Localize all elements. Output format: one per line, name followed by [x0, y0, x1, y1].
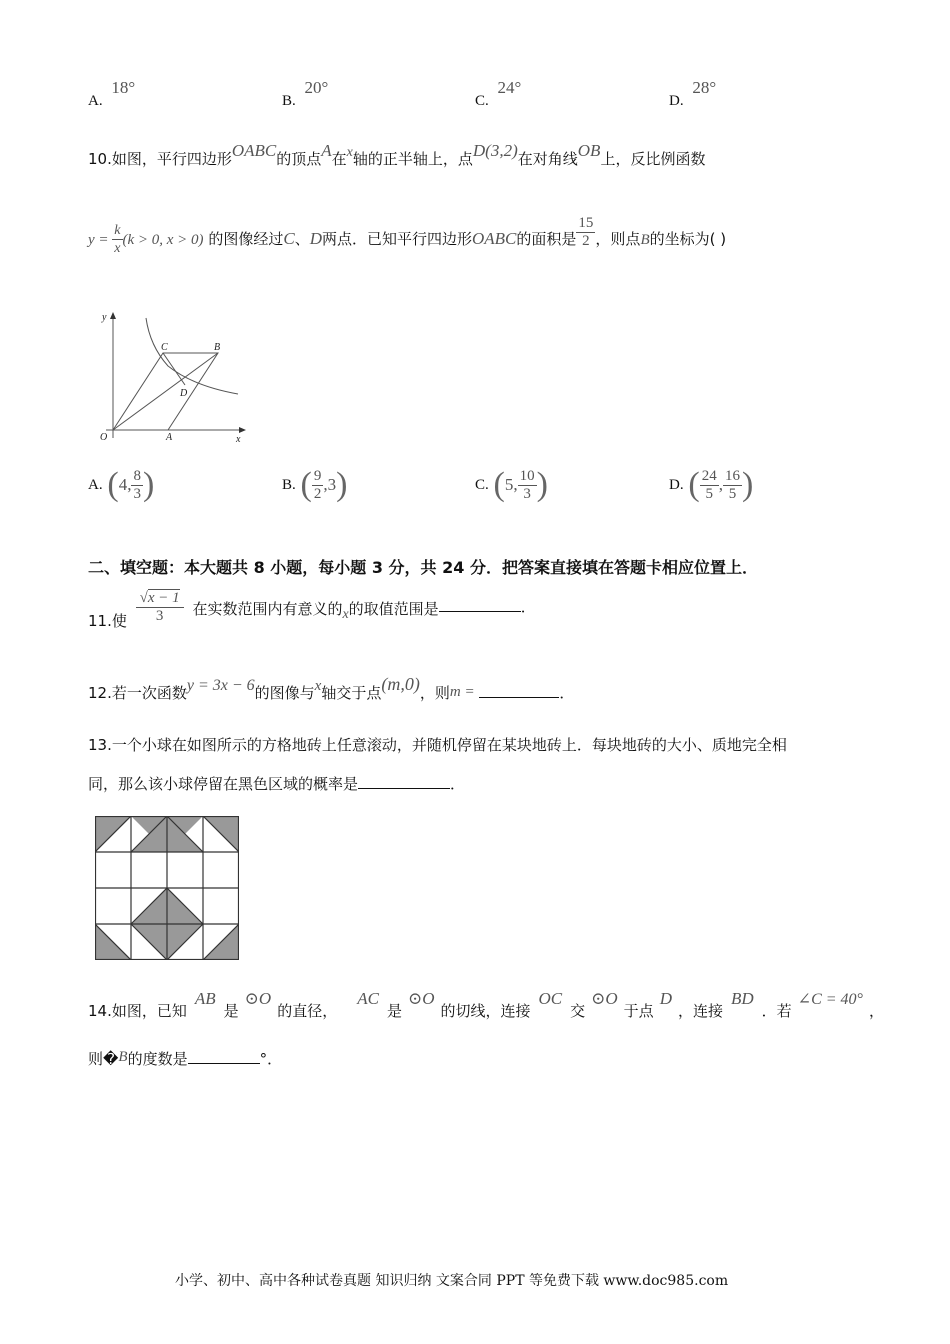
math: C [283, 229, 295, 248]
q9-option-b [282, 78, 329, 109]
q13-line1: 13.一个小球在如图所示的方格地砖上任意滚动，并随机停留在某块地砖上．每块地砖的大小、质地完全相 [88, 736, 787, 754]
text: ， [868, 1002, 884, 1020]
numerator: 9 [313, 467, 322, 484]
fraction [576, 215, 595, 250]
fraction [723, 468, 742, 503]
text: 的度数是 [127, 1050, 188, 1068]
q14-line2 [88, 1048, 282, 1069]
label-c: C [161, 342, 168, 353]
label-y: y [102, 312, 107, 323]
denominator: 5 [728, 485, 737, 502]
option-label: B. [282, 477, 296, 493]
q14-line1 [88, 988, 884, 1020]
q13-line2 [88, 773, 465, 794]
denominator: 2 [313, 485, 322, 502]
text: 10.如图，平行四边形 [88, 150, 232, 168]
option-label: A. [88, 477, 103, 493]
math: B [640, 232, 650, 248]
fraction [131, 468, 143, 503]
math: OC [538, 989, 563, 1008]
label-d: D [180, 388, 188, 399]
answer-blank[interactable] [188, 1049, 260, 1064]
math: D [659, 989, 672, 1008]
text: 的图像与 [254, 684, 315, 702]
denominator: 3 [523, 485, 531, 502]
text: 轴的正半轴上，点 [352, 150, 473, 168]
section-heading: 二、填空题：本大题共 8 小题，每小题 3 分，共 24 分．把答案直接填在答题卡相应位置上． [88, 558, 758, 577]
text: ，连接 [677, 1002, 723, 1020]
text: 交 [570, 1002, 586, 1020]
text: ． [559, 684, 575, 702]
option-label: A. [88, 93, 103, 109]
option-part: , [718, 475, 723, 494]
fraction [112, 222, 122, 257]
text: 、 [294, 230, 310, 248]
fraction [700, 468, 719, 503]
label-x: x [236, 434, 241, 445]
math: D(3,2) [472, 141, 518, 160]
math: B [118, 1049, 128, 1065]
option-part: ,3 [323, 475, 337, 494]
numerator: k [114, 223, 121, 238]
q10-figure [88, 308, 253, 446]
math: BD [730, 989, 754, 1008]
option-part: 5, [504, 475, 518, 494]
diagonal-ob [113, 353, 218, 430]
text: 在对角线 [517, 150, 578, 168]
text: 则� [88, 1050, 119, 1068]
numerator: 8 [133, 467, 141, 484]
fraction [136, 590, 184, 625]
text: 的直径， [277, 1002, 338, 1020]
option-label: B. [282, 93, 296, 109]
text: 12.若一次函数 [88, 684, 187, 702]
numerator: 24 [701, 467, 717, 484]
math: OABC [472, 229, 517, 248]
denominator: x [114, 241, 121, 256]
option-label: C. [475, 477, 489, 493]
denominator: 2 [582, 233, 590, 249]
numerator [136, 590, 184, 608]
page-footer: 小学、初中、高中各种试卷真题 知识归纳 文案合同 PPT 等免费下载 www.doc985.com [175, 1273, 729, 1289]
y-arrow [110, 312, 116, 319]
math: (m,0) [381, 674, 420, 694]
text: 的顶点 [276, 150, 322, 168]
text: 11.使 [88, 612, 127, 630]
option-value: 28° [692, 78, 717, 97]
math: AB [194, 989, 216, 1008]
q9-option-c [475, 78, 522, 109]
text: 的取值范围是 [348, 600, 439, 618]
label-a: A [166, 432, 173, 443]
math: m = [449, 684, 475, 700]
text: 在 [331, 150, 347, 168]
text: 轴交于点 [321, 684, 382, 702]
option-value: 24° [497, 78, 522, 97]
text: 两点．已知平行四边形 [322, 230, 473, 248]
sqrt-content: x − 1 [147, 590, 180, 606]
option-label: D. [669, 477, 684, 493]
q13-tile-figure [95, 816, 239, 960]
text: 的坐标为( ) [649, 230, 727, 248]
q10-line1 [88, 140, 706, 168]
text: ．若 [761, 1002, 792, 1020]
numerator: 10 [519, 467, 535, 484]
answer-blank[interactable] [479, 683, 559, 698]
math: y = [88, 232, 113, 248]
option-part: 4, [118, 475, 132, 494]
text: 在实数范围内有意义的 [192, 600, 343, 618]
sqrt-sign: √ [139, 590, 148, 606]
q11 [88, 590, 536, 630]
text: 是 [386, 1002, 402, 1020]
text: 的图像经过 [208, 230, 284, 248]
q10-option-b: B. ( $\frac{9}{2}$ ,3) [282, 466, 348, 503]
text: ，则点 [595, 230, 641, 248]
denominator: 3 [155, 608, 164, 624]
text: 是 [223, 1002, 239, 1020]
math: x [346, 145, 353, 160]
math: ∠C = 40° [797, 991, 863, 1008]
fraction [518, 468, 537, 503]
q10-line2 [88, 215, 727, 257]
option-label: C. [475, 93, 489, 109]
label-o: O [100, 432, 108, 443]
math: A [321, 141, 332, 160]
numerator: 15 [578, 215, 594, 231]
x-arrow [239, 427, 246, 433]
answer-blank[interactable] [439, 597, 521, 612]
denominator: 3 [133, 485, 141, 502]
text: °． [259, 1050, 283, 1068]
segment-cd [163, 353, 185, 385]
math: x [342, 607, 349, 622]
math: ⊙O [407, 989, 435, 1008]
q9-option-a [88, 78, 136, 109]
math: OB [577, 141, 601, 160]
math: x [314, 678, 322, 694]
text: ． [450, 775, 466, 793]
math: D [309, 229, 322, 248]
math: ⊙O [244, 989, 272, 1008]
text: ，则 [419, 684, 450, 702]
option-value: 18° [111, 78, 136, 97]
q10-option-c: C. (5, $\frac{10}{3}$ ) [475, 466, 548, 503]
math: ⊙O [591, 989, 618, 1008]
numerator: 16 [724, 467, 740, 484]
answer-blank[interactable] [358, 774, 450, 789]
denominator: 5 [705, 485, 713, 502]
text: 的切线，连接 [440, 1002, 531, 1020]
hyperbola [146, 318, 238, 394]
label-b: B [214, 342, 221, 353]
math: OABC [231, 141, 277, 160]
text: 上，反比例函数 [600, 150, 706, 168]
text: 同，那么该小球停留在黑色区域的概率是 [88, 775, 359, 793]
text: 14.如图，已知 [88, 1002, 187, 1020]
q10-option-d: D. ( $\frac{24}{5}$ , $\frac{16}{5}$ ) [669, 466, 754, 503]
text: 的面积是 [516, 230, 577, 248]
math: AC [357, 989, 379, 1008]
math: (k > 0, x > 0) [122, 232, 204, 248]
q10-option-a: A. (4, $\frac{8}{3}$ ) [88, 466, 155, 503]
fraction [312, 468, 324, 503]
option-label: D. [669, 93, 684, 109]
math: y = 3x − 6 [186, 677, 255, 694]
q9-option-d [669, 78, 717, 109]
option-value: 20° [304, 78, 329, 97]
q12 [88, 674, 575, 702]
text: ． [520, 598, 536, 616]
text: 于点 [623, 1002, 654, 1020]
